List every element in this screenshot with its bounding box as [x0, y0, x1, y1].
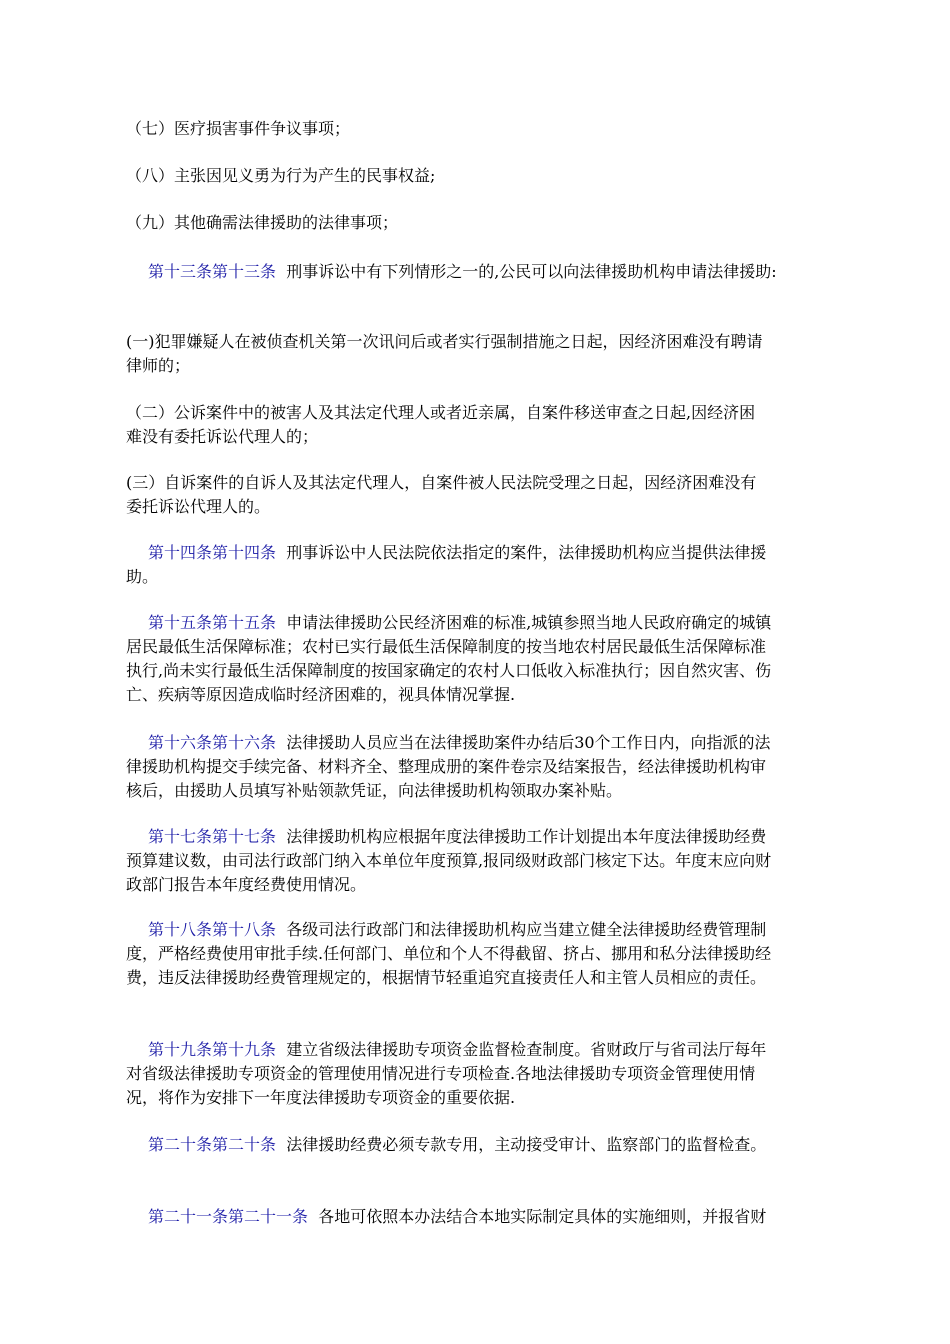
article-heading-link[interactable]: 第十八条第十八条 — [148, 920, 277, 939]
article-14 — [126, 541, 826, 589]
text-line: 对省级法律援助专项资金的管理使用情况进行专项检查.各地法律援助专项资金管理使用情 — [126, 1064, 756, 1083]
text-line: （七）医疗损害事件争议事项； — [126, 119, 351, 138]
paragraph-item-three — [126, 471, 826, 519]
text-line — [126, 260, 826, 284]
article-heading-link[interactable]: 第十六条第十六条 — [148, 733, 277, 752]
article-heading-link[interactable]: 第二十一条第二十一条 — [148, 1207, 309, 1226]
text-line: 律援助机构提交手续完备、材料齐全、整理成册的案件卷宗及结案报告，经法律援助机构审 — [126, 757, 767, 776]
text-line — [126, 1133, 826, 1157]
text-line — [126, 825, 826, 849]
text-line: 度，严格经费使用审批手续.任何部门、单位和个人不得截留、挤占、挪用和私分法律援助经 — [126, 944, 772, 963]
article-21 — [126, 1205, 826, 1229]
text-line: (三）自诉案件的自诉人及其法定代理人，自案件被人民法院受理之日起，因经济困难没有 — [126, 473, 757, 492]
text-line — [126, 1038, 826, 1062]
text-line: 核后，由援助人员填写补贴领款凭证，向法律援助机构领取办案补贴。 — [126, 781, 623, 800]
paragraph-item-9 — [126, 211, 826, 235]
article-heading-link[interactable]: 第二十条第二十条 — [148, 1135, 277, 1154]
article-text: 申请法律援助公民经济困难的标准,城镇参照当地人民政府确定的城镇 — [286, 613, 772, 632]
article-heading-link[interactable]: 第十四条第十四条 — [148, 543, 277, 562]
article-text: 法律援助机构应根据年度法律援助工作计划提出本年度法律援助经费 — [286, 827, 767, 846]
text-line — [126, 541, 826, 565]
article-text: 法律援助经费必须专款专用，主动接受审计、监察部门的监督检查。 — [286, 1135, 767, 1154]
article-text: 各地可依照本办法结合本地实际制定具体的实施细则，并报省财 — [318, 1207, 767, 1226]
text-line: 居民最低生活保障标准；农村已实行最低生活保障制度的按当地农村居民最低生活保障标准 — [126, 637, 767, 656]
text-line: 律师的； — [126, 356, 191, 375]
article-15 — [126, 611, 826, 707]
text-line: 况，将作为安排下一年度法律援助专项资金的重要依据. — [126, 1088, 516, 1107]
article-16 — [126, 731, 826, 803]
text-line: 费，违反法律援助经费管理规定的，根据情节轻重追究直接责任人和主管人员相应的责任。 — [126, 968, 767, 987]
text-line — [126, 1205, 826, 1229]
article-heading-link[interactable]: 第十三条第十三条 — [148, 262, 277, 281]
text-line: （九）其他确需法律援助的法律事项； — [126, 213, 399, 232]
text-line: （八）主张因见义勇为行为产生的民事权益; — [126, 166, 436, 185]
article-18 — [126, 918, 826, 990]
text-line: (一)犯罪嫌疑人在被侦查机关第一次讯问后或者实行强制措施之日起，因经济困难没有聘请 — [126, 332, 763, 351]
paragraph-item-7 — [126, 117, 826, 141]
article-text: 刑事诉讼中有下列情形之一的,公民可以向法律援助机构申请法律援助: — [286, 262, 777, 281]
text-line — [126, 611, 826, 635]
text-line: 助。 — [126, 567, 159, 586]
text-line — [126, 918, 826, 942]
article-heading-link[interactable]: 第十五条第十五条 — [148, 613, 277, 632]
text-line — [126, 731, 826, 755]
article-heading-link[interactable]: 第十九条第十九条 — [148, 1040, 277, 1059]
text-line: 政部门报告本年度经费使用情况。 — [126, 875, 367, 894]
article-19 — [126, 1038, 826, 1110]
text-line: 执行,尚未实行最低生活保障制度的按国家确定的农村人口低收入标准执行；因自然灾害、伤 — [126, 661, 772, 680]
text-line: 预算建议数，由司法行政部门纳入本单位年度预算,报同级财政部门核定下达。年度末应向财 — [126, 851, 772, 870]
text-line: （二）公诉案件中的被害人及其法定代理人或者近亲属，自案件移送审查之日起,因经济困 — [126, 403, 756, 422]
article-17 — [126, 825, 826, 897]
article-20 — [126, 1133, 826, 1157]
text-line: 委托诉讼代理人的。 — [126, 497, 271, 516]
text-line: 亡、疾病等原因造成临时经济困难的，视具体情况掌握. — [126, 685, 516, 704]
article-13 — [126, 260, 826, 284]
article-heading-link[interactable]: 第十七条第十七条 — [148, 827, 277, 846]
paragraph-item-8 — [126, 164, 826, 188]
paragraph-item-one — [126, 330, 826, 378]
paragraph-item-two — [126, 401, 826, 449]
text-line: 难没有委托诉讼代理人的； — [126, 427, 319, 446]
article-text: 建立省级法律援助专项资金监督检查制度。省财政厅与省司法厅每年 — [286, 1040, 767, 1059]
article-text: 法律援助人员应当在法律援助案件办结后30个工作日内，向指派的法 — [286, 733, 771, 752]
article-text: 刑事诉讼中人民法院依法指定的案件，法律援助机构应当提供法律援 — [286, 543, 767, 562]
article-text: 各级司法行政部门和法律援助机构应当建立健全法律援助经费管理制 — [286, 920, 767, 939]
